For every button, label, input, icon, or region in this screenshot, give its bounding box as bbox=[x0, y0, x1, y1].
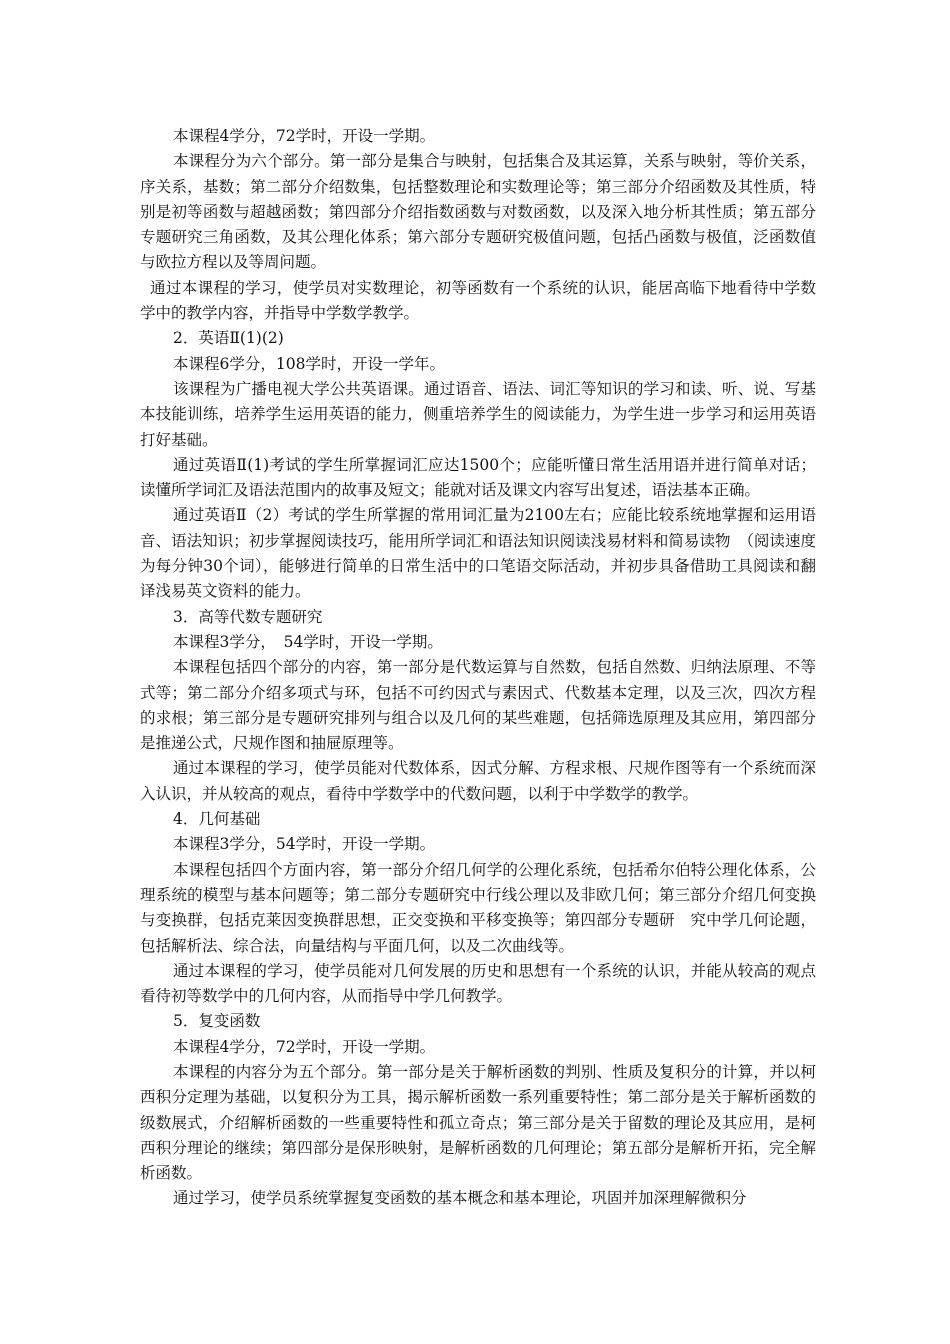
paragraph: 本课程包括四个方面内容，第一部分介绍几何学的公理化系统，包括希尔伯特公理化体系，公理系统的模型与基本问题等；第二部分专题研究中行线公理以及非欧几何；第三部分介绍几何变换与变换群，包括克莱因变换群思想，正交变换和平移变换等；第四部分专题研 究中学几何论题，包括解析法、综合法，向量结构与平面几何，以及二次曲线等。 bbox=[140, 860, 816, 955]
paragraph: 本课程分为六个部分。第一部分是集合与映射，包括集合及其运算，关系与映射，等价关系，序关系，基数；第二部分介绍数集，包括整数理论和实数理论等；第三部分介绍函数及其性质，特别是初等函数与超越函数；第四部分介绍指数函数与对数函数，以及深入地分析其性质；第五部分专题研究三角函数，及其公理化体系；第六部分专题研究极值问题，包括凸函数与极值，泛函数值与欧拉方程以及等周问题。 bbox=[140, 152, 816, 272]
section-heading: 5．复变函数 bbox=[173, 1012, 261, 1031]
paragraph: 通过英语Ⅱ（2）考试的学生所掌握的常用词汇量为2100左右；应能比较系统地掌握和运用语音、语法知识；初步掌握阅读技巧，能用所学词汇和语法知识阅读浅易材料和简易读物 （阅读速度为每分钟30个词），能够进行简单的日常生活中的口笔语交际活动，并初步具备借助工具阅读和翻译浅易英文资料的能力。 bbox=[140, 506, 816, 601]
paragraph: 本课程3学分，54学时，开设一学期。 bbox=[173, 835, 436, 854]
section-heading: 3．高等代数专题研究 bbox=[173, 607, 323, 626]
paragraph: 本课程4学分，72学时，开设一学期。 bbox=[173, 127, 436, 145]
paragraph: 本课程的内容分为五个部分。第一部分是关于解析函数的判别、性质及复积分的计算，并以柯西积分定理为基础，以复积分为工具，揭示解析函数一系列重要特性；第二部分是关于解析函数的级数展式，介绍解析函数的一些重要特性和孤立奇点；第三部分是关于留数的理论及其应用，是柯西积分理论的继续；第四部分是保形映射，是解析函数的几何理论；第五部分是解析开拓，完全解析函数。 bbox=[140, 1062, 816, 1183]
document-body bbox=[140, 124, 816, 1212]
section-heading: 4．几何基础 bbox=[173, 810, 261, 829]
paragraph: 通过本课程的学习，使学员能对代数体系，因式分解、方程求根、尺规作图等有一个系统而深入认识，并从较高的观点，看待中学数学中的代数问题，以利于中学数学的教学。 bbox=[140, 759, 816, 803]
paragraph: 通过本课程的学习，使学员能对几何发展的历史和思想有一个系统的认识，并能从较高的观点看待初等数学中的几何内容，从而指导中学几何教学。 bbox=[140, 961, 816, 1006]
paragraph: 本课程6学分，108学时，开设一学年。 bbox=[173, 354, 445, 373]
paragraph: 本课程包括四个部分的内容，第一部分是代数运算与自然数，包括自然数、归纳法原理、不等式等；第二部分介绍多项式与环，包括不可约因式与素因式、代数基本定理，以及三次，四次方程的求根；第三部分是专题研究排列与组合以及几何的某些难题，包括筛选原理及其应用，第四部分是推递公式，尺规作图和抽屉原理等。 bbox=[140, 658, 816, 753]
paragraph: 本课程3学分， 54学时，开设一学期。 bbox=[173, 632, 443, 651]
paragraph: 通过英语Ⅱ(1)考试的学生所掌握词汇应达1500个；应能听懂日常生活用语并进行简单对话；读懂所学词汇及语法范围内的故事及短文；能就对话及课文内容写出复述，语法基本正确。 bbox=[140, 455, 816, 500]
paragraph: 通过学习，使学员系统掌握复变函数的基本概念和基本理论，巩固并加深理解微积分 bbox=[173, 1189, 747, 1208]
paragraph: 该课程为广播电视大学公共英语课。通过语音、语法、词汇等知识的学习和读、听、说、写基本技能训练，培养学生运用英语的能力，侧重培养学生的阅读能力，为学生进一步学习和运用英语打好基础。 bbox=[140, 379, 816, 449]
paragraph: 通过本课程的学习，使学员对实数理论，初等函数有一个系统的认识，能居高临下地看待中学数学中的教学内容，并指导中学数学教学。 bbox=[140, 278, 816, 323]
section-heading: 2．英语Ⅱ(1)(2) bbox=[173, 329, 284, 348]
paragraph: 本课程4学分，72学时，开设一学期。 bbox=[173, 1037, 436, 1056]
